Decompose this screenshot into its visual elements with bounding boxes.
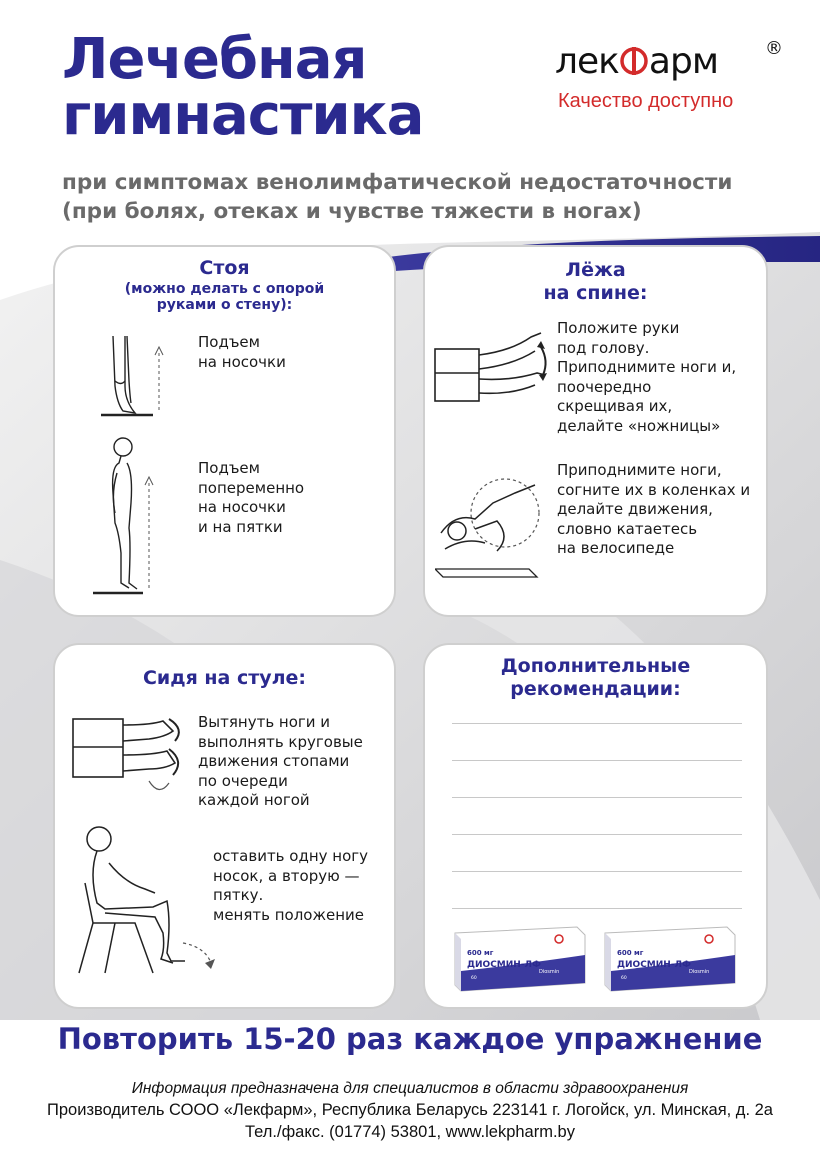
text-line: Приподнимите ноги,: [557, 461, 722, 479]
logo-slogan: Качество доступно: [558, 90, 734, 112]
panel-standing: [53, 245, 396, 617]
text-line: носок, а вторую —: [213, 866, 360, 885]
panel-sitting-title: Сидя на стуле:: [142, 667, 307, 689]
foot-rotation-icon: [69, 711, 189, 807]
package-1-latin: Diosmin: [539, 969, 560, 975]
title-line-2: гимнастика: [62, 83, 424, 148]
lying-exercise-1-text: [557, 319, 736, 436]
repeat-instruction: Повторить 15-20 раз каждое упражнение: [57, 1022, 763, 1056]
standing-exercise-1-text: [198, 333, 286, 372]
text-line: и на пятки: [198, 517, 283, 536]
diosmin-package-2: [597, 925, 739, 995]
text-line: поочередно: [557, 377, 652, 396]
logo-wordmark-right: арм: [648, 41, 718, 82]
text-line: на велосипеде: [557, 539, 675, 557]
package-2-count: 60: [621, 976, 627, 981]
panel-recommendations-title-line-1: Дополнительные: [500, 655, 691, 677]
footer-manufacturer: Производитель СООО «Лекфарм», Республика Беларусь 223141 г. Логойск, ул. Минская, д. 2а: [47, 1101, 773, 1119]
panel-standing-title: Стоя: [199, 257, 250, 279]
panel-lying-title-line-1: Лёжа: [565, 259, 626, 281]
subtitle-line-2: (при болях, отеках и чувстве тяжести в ногах): [62, 199, 642, 224]
blank-line[interactable]: [452, 908, 742, 909]
text-line: делайте движения,: [557, 500, 713, 518]
page-subtitle: [62, 168, 782, 226]
registered-mark: ®: [765, 38, 783, 59]
standing-exercise-2-text: [198, 459, 304, 537]
package-2-dose: 600 мг: [617, 949, 644, 957]
package-1-name: ДИОСМИН-ЛФ: [467, 960, 541, 970]
text-line: словно катаетесь: [557, 519, 698, 538]
text-line: согните их в коленках и: [557, 480, 751, 499]
text-line: делайте «ножницы»: [557, 416, 721, 435]
panel-standing-note-line-2: руками о стену):: [156, 297, 293, 313]
package-1-count: 60: [471, 976, 477, 981]
panel-lying-title-line-2: на спине:: [543, 282, 648, 304]
text-line: каждой ногой: [198, 791, 310, 809]
text-line: Положите руки: [557, 319, 680, 337]
recommendation-lines: [452, 723, 742, 945]
feet-tiptoe-icon: [95, 331, 175, 421]
package-2-name: ДИОСМИН-ЛФ: [617, 960, 691, 970]
panel-recommendations-title: [425, 655, 766, 701]
text-line: выполнять круговые: [198, 732, 363, 751]
blank-line[interactable]: [452, 797, 742, 798]
text-line: под голову.: [557, 338, 650, 357]
page-title: [62, 27, 424, 148]
footer-disclaimer: Информация предназначена для специалистов в области здравоохранения: [131, 1080, 689, 1097]
footer-contacts: Тел./факс. (01774) 53801, www.lekpharm.by: [245, 1123, 575, 1141]
panel-recommendations: [423, 643, 768, 1009]
blank-line[interactable]: [452, 760, 742, 761]
logo-wordmark-left: лек: [555, 41, 619, 82]
text-line: попеременно: [198, 478, 305, 497]
lying-exercise-2-text: [557, 461, 750, 559]
text-line: оставить одну ногу: [213, 847, 369, 865]
text-line: Подъем: [198, 333, 260, 351]
package-2-latin: Diosmin: [689, 969, 710, 975]
diosmin-package-1: [447, 925, 589, 995]
lekpharm-logo: [555, 38, 785, 118]
sitting-exercise-2-text: [213, 847, 391, 925]
text-line: Приподнимите ноги и,: [557, 358, 737, 376]
subtitle-line-1: при симптомах венолимфатической недостаточности: [62, 170, 733, 195]
blank-line[interactable]: [452, 723, 742, 724]
text-line: скрещивая их,: [557, 397, 673, 415]
blank-line[interactable]: [452, 871, 742, 872]
text-line: по очереди: [198, 771, 288, 790]
text-line: менять положение: [213, 905, 364, 924]
panel-recommendations-title-line-2: рекомендации:: [510, 678, 681, 700]
panel-lying-title: [425, 259, 766, 305]
logo-mark-icon: [620, 46, 648, 76]
text-line: движения стопами: [198, 752, 350, 770]
package-1-dose: 600 мг: [467, 949, 494, 957]
sitting-exercise-1-text: [198, 713, 363, 811]
text-line: пятку.: [213, 886, 264, 904]
legs-scissors-icon: [431, 327, 555, 417]
panel-standing-note-line-1: (можно делать с опорой: [124, 281, 325, 297]
text-line: на носочки: [198, 498, 286, 516]
bicycle-legs-icon: [435, 473, 555, 583]
standing-person-icon: [93, 433, 163, 599]
panel-standing-note: [55, 281, 394, 313]
text-line: Подъем: [198, 459, 260, 477]
blank-line[interactable]: [452, 834, 742, 835]
text-line: на носочки: [198, 352, 286, 371]
panel-lying: [423, 245, 768, 617]
title-line-1: Лечебная: [62, 27, 367, 92]
panel-sitting: [53, 643, 396, 1009]
text-line: Вытянуть ноги и: [198, 713, 331, 731]
seated-person-icon: [75, 823, 225, 979]
